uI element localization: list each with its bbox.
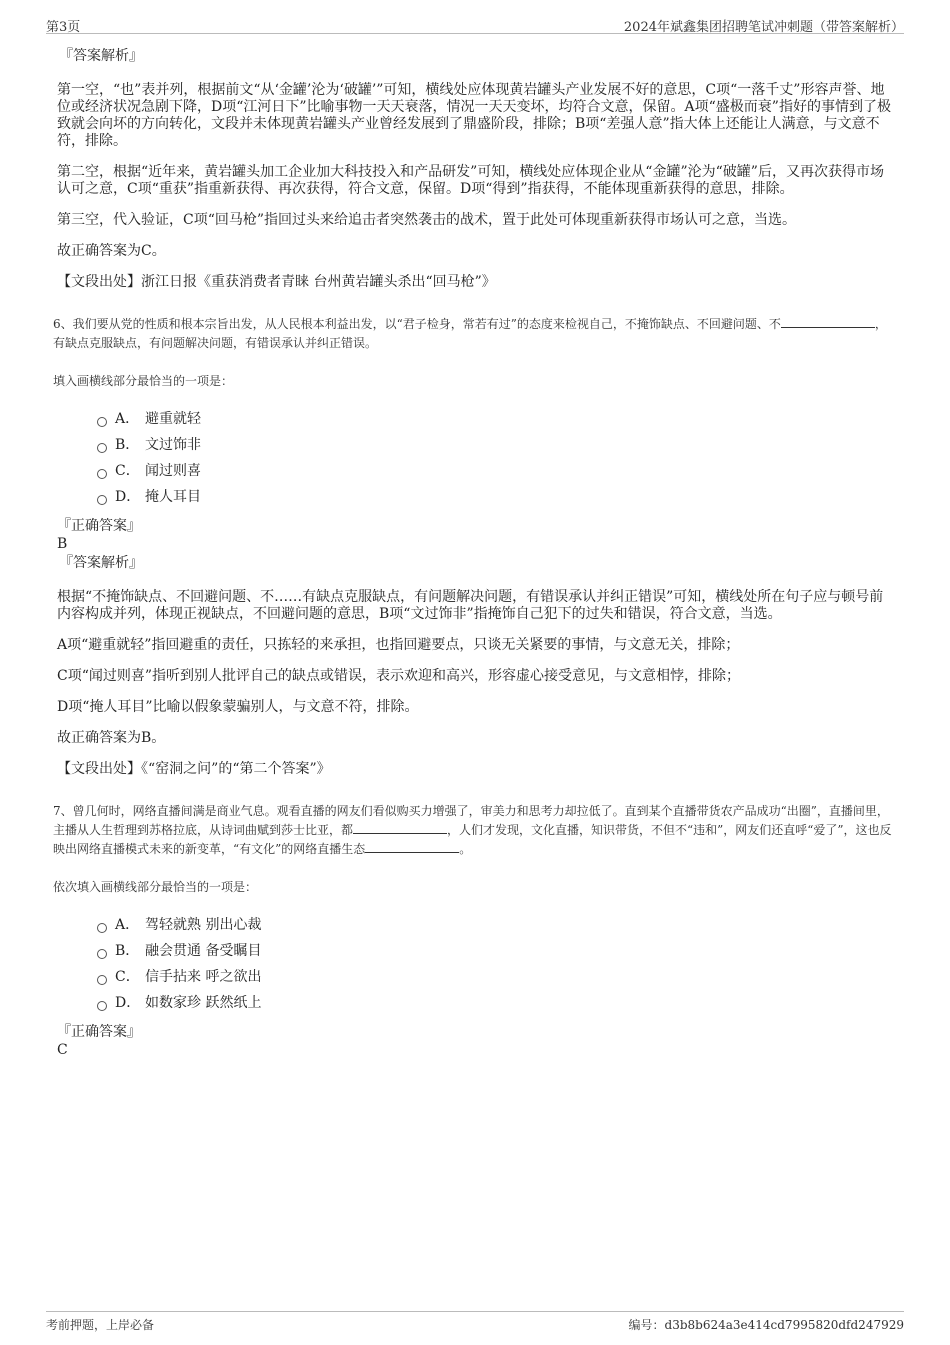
- radio-icon[interactable]: [97, 443, 107, 453]
- page-number: 第3页: [46, 20, 81, 35]
- page-header: [46, 14, 904, 34]
- q6-option-b[interactable]: [97, 432, 895, 458]
- q5-analysis-paragraph: 第二空，根据“近年来，黄岩罐头加工企业加大科技投入和产品研发”可知，横线处应体现企业从“金罐”沦为“破罐”后，又再次获得市场认可之意，C项“重获”指重新获得、再次获得，符合文意，保留。D项“得到”指获得，不能体现重新获得的意思，排除。: [57, 164, 884, 197]
- q6-analysis-paragraph: A项“避重就轻”指回避重的责任，只拣轻的来承担，也指回避要点，只谈无关紧要的事情，与文意无关，排除；: [57, 637, 740, 653]
- radio-icon[interactable]: [97, 923, 107, 933]
- option-text: 掩人耳目: [145, 489, 201, 505]
- page-footer: [46, 1311, 904, 1333]
- radio-icon[interactable]: [97, 495, 107, 505]
- q6-source: 【文段出处】《“窑洞之问”的“第二个答案”》: [57, 761, 331, 777]
- q6-stem-text: 6、我们要从党的性质和根本宗旨出发，从人民根本利益出发，以“君子检身，常若有过”的态度来检视自己，不掩饰缺点、不回避问题、不: [53, 317, 781, 331]
- q7-stem: [53, 802, 895, 859]
- option-text: 驾轻就熟 别出心裁: [145, 917, 262, 933]
- option-letter: D．: [115, 995, 141, 1011]
- option-text: 如数家珍 跃然纸上: [145, 995, 262, 1011]
- option-text: 闻过则喜: [145, 463, 201, 479]
- q7-stem-text: ，人们才发现，文化直播，知识带货，不但不“违和”，网友们还直呼“爱了”，这也反映出网络直播模式未来的新变革，“有文化”的网络直播生态: [53, 823, 892, 856]
- option-letter: C．: [115, 463, 140, 479]
- q6-option-a[interactable]: [97, 406, 895, 432]
- q7-option-d[interactable]: [97, 990, 895, 1016]
- q6-blank: [781, 316, 875, 328]
- option-letter: A．: [115, 411, 140, 427]
- q5-analysis-paragraph: 故正确答案为C。: [57, 243, 166, 259]
- q5-analysis-tag: 『答案解析』: [59, 48, 143, 64]
- q6-correct-tag: 『正确答案』: [57, 518, 141, 534]
- q6-prompt: 填入画横线部分最恰当的一项是：: [53, 374, 234, 388]
- q5-analysis-paragraph: 第一空，“也”表并列，根据前文“从‘金罐’沦为‘破罐’”可知，横线处应体现黄岩罐头产业发展不好的意思，C项“一落千丈”形容声誉、地位或经济状况急剧下降，D项“江河日下”比喻事物一天天衰落，情况一天天变坏，均符合文意，保留。A项“盛极而衰”指好的事情到了极致就会向坏的方向转化，文段并未体现黄岩罐头产业曾经发展到了鼎盛阶段，排除；B项“差强人意”指大体上还能让人满意，与文意不符，排除。: [57, 82, 891, 149]
- radio-icon[interactable]: [97, 975, 107, 985]
- option-letter: A．: [115, 917, 140, 933]
- q7-option-a[interactable]: [97, 912, 895, 938]
- q6-correct-answer: B: [57, 536, 68, 552]
- option-letter: D．: [115, 489, 141, 505]
- option-text: 信手拈来 呼之欲出: [145, 969, 262, 985]
- document-body: [53, 46, 895, 1059]
- q5-source: 【文段出处】浙江日报《重获消费者青睐 台州黄岩罐头杀出“回马枪”》: [57, 274, 496, 290]
- radio-icon[interactable]: [97, 417, 107, 427]
- option-letter: C．: [115, 969, 140, 985]
- q7-stem-text: 7、曾几何时，网络直播间满是商业气息。观看直播的网友们看似购买力增强了，审美力和思考力却拉低了。直到某个直播带货农产品成功“出圈”，直播间里，主播从人生哲理到苏格拉底，从诗词曲赋到莎士比亚，都: [53, 804, 889, 837]
- option-letter: B．: [115, 437, 140, 453]
- document-code: 编号：d3b8b624a3e414cd7995820dfd247929: [628, 1318, 904, 1332]
- q6-analysis-paragraph: 根据“不掩饰缺点、不回避问题、不……有缺点克服缺点，有问题解决问题，有错误承认并纠正错误”可知，横线处所在句子应与顿号前内容构成并列，体现正视缺点，不回避问题的意思，B项“文过饰非”指掩饰自己犯下的过失和错误，符合文意，当选。: [57, 589, 884, 622]
- q6-options: [97, 406, 895, 510]
- q7-correct-tag: 『正确答案』: [57, 1024, 141, 1040]
- q7-prompt: 依次填入画横线部分最恰当的一项是：: [53, 880, 258, 894]
- q6-analysis-paragraph: C项“闻过则喜”指听到别人批评自己的缺点或错误，表示欢迎和高兴，形容虚心接受意见，与文意相悖，排除；: [57, 668, 741, 684]
- q7-blank-2: [365, 841, 459, 853]
- option-text: 融会贯通 备受瞩目: [145, 943, 262, 959]
- document-title: 2024年斌鑫集团招聘笔试冲刺题（带答案解析）: [623, 20, 904, 35]
- radio-icon[interactable]: [97, 469, 107, 479]
- option-letter: B．: [115, 943, 140, 959]
- radio-icon[interactable]: [97, 1001, 107, 1011]
- q7-option-b[interactable]: [97, 938, 895, 964]
- q6-option-c[interactable]: [97, 458, 895, 484]
- footer-slogan: 考前押题，上岸必备: [46, 1318, 155, 1332]
- q6-stem-text: ，有缺点克服缺点，有问题解决问题，有错误承认并纠正错误。: [53, 317, 887, 350]
- q7-stem-text: 。: [459, 842, 472, 856]
- q7-blank-1: [353, 822, 447, 834]
- option-text: 避重就轻: [145, 411, 201, 427]
- q6-analysis-paragraph: D项“掩人耳目”比喻以假象蒙骗别人，与文意不符，排除。: [57, 699, 419, 715]
- q7-option-c[interactable]: [97, 964, 895, 990]
- option-text: 文过饰非: [145, 437, 201, 453]
- q6-analysis-tag: 『答案解析』: [59, 555, 143, 571]
- q7-correct-answer: C: [57, 1042, 68, 1058]
- q6-stem: [53, 315, 895, 353]
- q6-option-d[interactable]: [97, 484, 895, 510]
- q6-analysis-paragraph: 故正确答案为B。: [57, 730, 166, 746]
- q5-analysis-paragraph: 第三空，代入验证，C项“回马枪”指回过头来给追击者突然袭击的战术，置于此处可体现重新获得市场认可之意，当选。: [57, 212, 797, 228]
- q7-options: [97, 912, 895, 1016]
- radio-icon[interactable]: [97, 949, 107, 959]
